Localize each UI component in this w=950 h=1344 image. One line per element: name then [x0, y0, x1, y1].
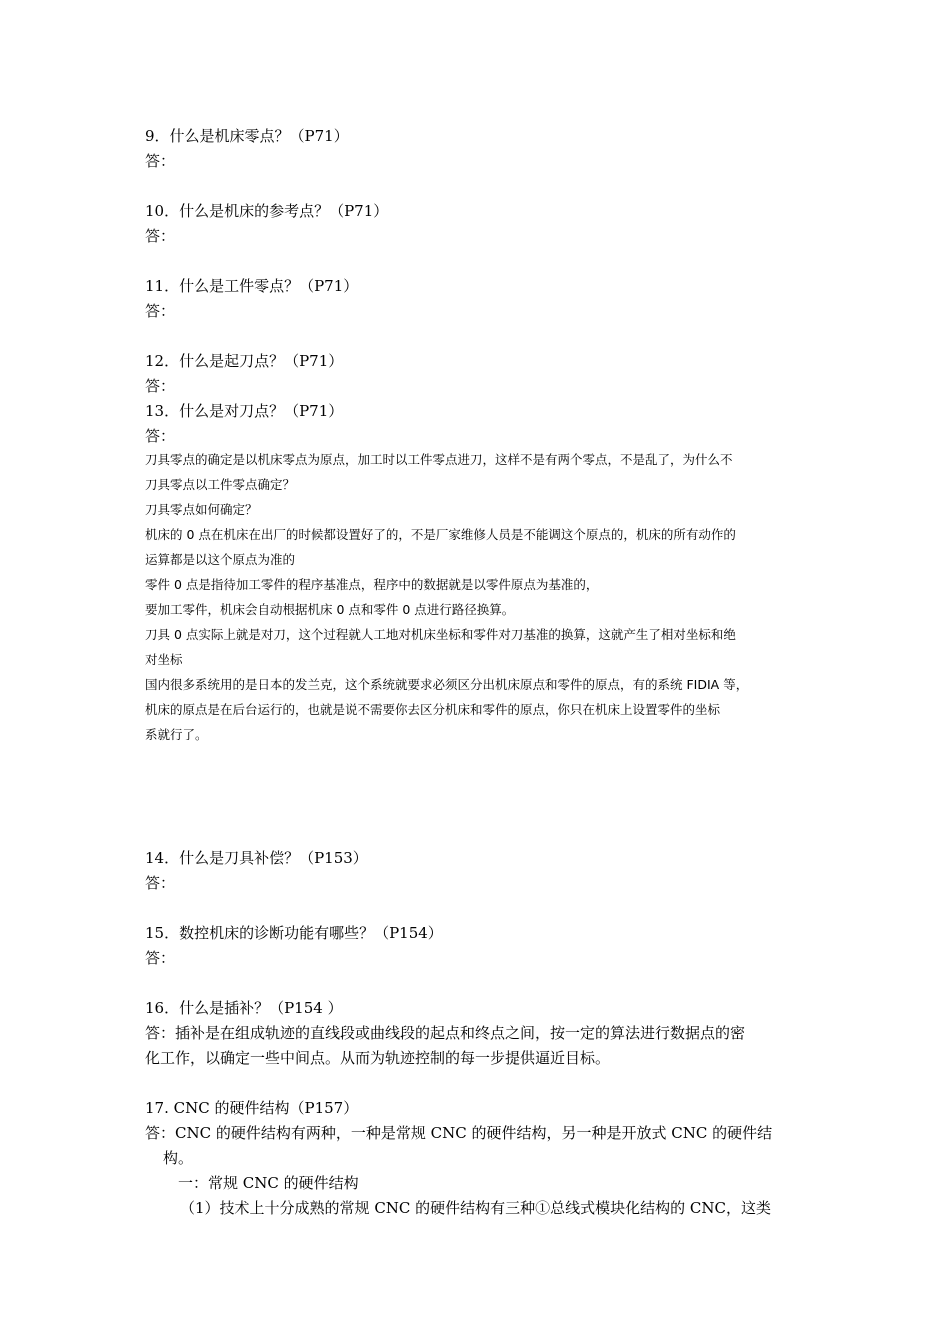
note-line: 运算都是以这个原点为准的	[145, 552, 296, 567]
note-line: 机床的原点是在后台运行的，也就是说不需要你去区分机床和零件的原点，你只在机床上设置零件的坐标	[145, 702, 721, 717]
question-13: 13．什么是对刀点？（P71）	[145, 402, 344, 420]
answer-9: 答：	[145, 152, 176, 170]
answer-17-line-1: 答：CNC 的硬件结构有两种，一种是常规 CNC 的硬件结构，另一种是开放式 CNC 的硬件结	[145, 1124, 773, 1142]
note-line: 要加工零件，机床会自动根据机床 0 点和零件 0 点进行路径换算。	[145, 602, 515, 617]
note-line: 对坐标	[145, 652, 183, 667]
answer-16-line-1: 答：插补是在组成轨迹的直线段或曲线段的起点和终点之间，按一定的算法进行数据点的密	[145, 1024, 746, 1042]
answer-10: 答：	[145, 227, 176, 245]
answer-14: 答：	[145, 874, 176, 892]
answer-15: 答：	[145, 949, 176, 967]
question-11: 11．什么是工件零点？（P71）	[145, 277, 359, 295]
answer-11: 答：	[145, 302, 176, 320]
answer-16-line-2: 化工作，以确定一些中间点。从而为轨迹控制的每一步提供逼近目标。	[145, 1049, 611, 1067]
question-17: 17. CNC 的硬件结构（P157）	[145, 1099, 359, 1117]
note-line: 刀具零点如何确定？	[145, 502, 258, 517]
list-item: （1）技术上十分成熟的常规 CNC 的硬件结构有三种①总线式模块化结构的 CNC，这类	[180, 1199, 772, 1217]
note-line: 刀具 0 点实际上就是对刀，这个过程就人工地对机床坐标和零件对刀基准的换算，这就产生了相对坐标和绝	[145, 627, 736, 642]
note-line: 机床的 0 点在机床在出厂的时候都设置好了的，不是厂家维修人员是不能调这个原点的，机床的所有动作的	[145, 527, 736, 542]
section-heading: 一：常规 CNC 的硬件结构	[178, 1174, 359, 1192]
note-line: 零件 0 点是指待加工零件的程序基准点，程序中的数据就是以零件原点为基准的，	[145, 577, 599, 592]
answer-17-line-2: 构。	[163, 1149, 194, 1167]
question-9: 9．什么是机床零点？（P71）	[145, 127, 349, 145]
question-10: 10．什么是机床的参考点？（P71）	[145, 202, 389, 220]
note-line: 刀具零点的确定是以机床零点为原点，加工时以工件零点进刀，这样不是有两个零点，不是乱了，为什么不	[145, 452, 733, 467]
note-line: 国内很多系统用的是日本的发兰克，这个系统就要求必须区分出机床原点和零件的原点，有的系统 FIDIA 等，	[145, 677, 749, 692]
note-line: 刀具零点以工件零点确定？	[145, 477, 296, 492]
question-14: 14．什么是刀具补偿？（P153）	[145, 849, 368, 867]
question-16: 16．什么是插补？（P154 ）	[145, 999, 343, 1017]
question-15: 15．数控机床的诊断功能有哪些？（P154）	[145, 924, 443, 942]
answer-12: 答：	[145, 377, 176, 395]
note-line: 系就行了。	[145, 727, 208, 742]
answer-13: 答：	[145, 427, 176, 445]
question-12: 12．什么是起刀点？（P71）	[145, 352, 344, 370]
